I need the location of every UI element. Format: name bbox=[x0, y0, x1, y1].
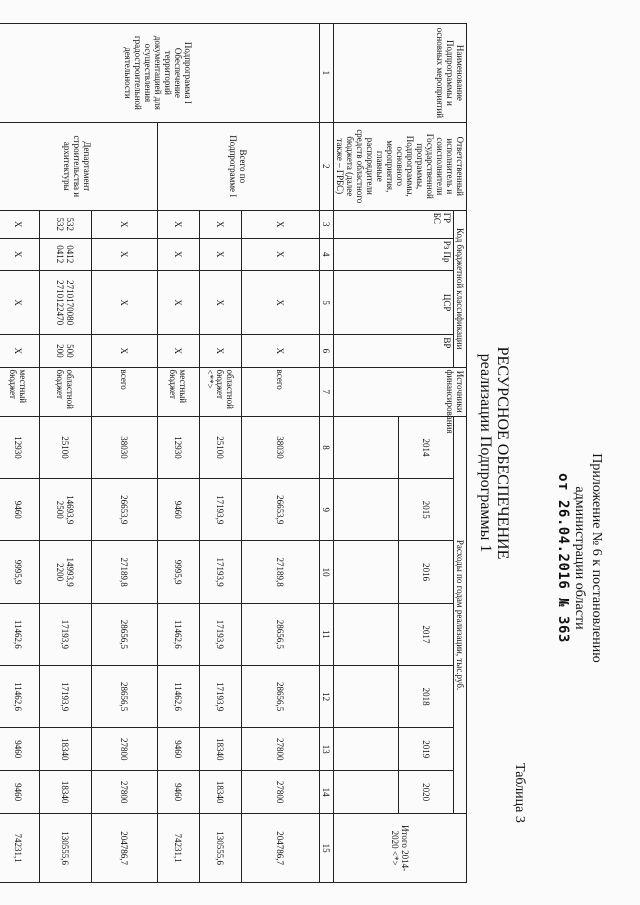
year-value-cell: 25100 bbox=[200, 416, 242, 478]
total-cell: 130555,6 bbox=[200, 814, 242, 883]
grbs-cell: Х bbox=[0, 210, 40, 238]
year-value-cell: 27800 bbox=[92, 728, 158, 771]
year-spacer bbox=[334, 541, 399, 603]
csr-cell: Х bbox=[200, 270, 242, 334]
table-row bbox=[242, 24, 320, 883]
rotated-landscape-sheet bbox=[5, 18, 615, 888]
year-spacer bbox=[334, 771, 399, 814]
year-value-cell: 26653,9 bbox=[242, 479, 320, 541]
responsible-cell: Департамент строительства и архитектуры bbox=[0, 122, 158, 210]
grbs-cell: Х bbox=[158, 210, 200, 238]
col-source-header: Источники финансирования bbox=[334, 367, 467, 416]
rzpr-cell: 0412 0412 bbox=[40, 238, 92, 270]
col-number: 2 bbox=[320, 122, 334, 210]
rzpr-cell: Х bbox=[92, 238, 158, 270]
document-header bbox=[465, 18, 615, 888]
year-value-cell: 9460 bbox=[0, 479, 40, 541]
vr-cell: Х bbox=[0, 335, 40, 367]
year-value-cell: 11462,6 bbox=[0, 665, 40, 727]
col-total-header: Итого 2014-2020 <*> bbox=[334, 814, 467, 883]
grbs-cell: Х bbox=[242, 210, 320, 238]
year-value-cell: 28656,5 bbox=[242, 665, 320, 727]
year-value-cell: 12930 bbox=[0, 416, 40, 478]
col-year-2018: 2018 bbox=[399, 665, 454, 727]
col-number: 12 bbox=[320, 665, 334, 727]
col-number: 5 bbox=[320, 270, 334, 334]
col-number: 1 bbox=[320, 24, 334, 123]
col-number: 10 bbox=[320, 541, 334, 603]
source-cell: местный бюджет bbox=[0, 367, 40, 416]
year-value-cell: 9460 bbox=[158, 771, 200, 814]
csr-cell: 2710170080 2710122470 bbox=[40, 270, 92, 334]
vr-cell: Х bbox=[200, 335, 242, 367]
year-value-cell: 18340 bbox=[200, 771, 242, 814]
col-year-2019: 2019 bbox=[399, 728, 454, 771]
title-line-1: РЕСУРСНОЕ ОБЕСПЕЧЕНИЕ bbox=[494, 346, 511, 560]
header-row-1 bbox=[454, 24, 467, 883]
year-spacer bbox=[334, 728, 399, 771]
document-title bbox=[477, 18, 511, 888]
source-cell: местный бюджет bbox=[158, 367, 200, 416]
year-value-cell: 11462,6 bbox=[0, 603, 40, 665]
col-number: 3 bbox=[320, 210, 334, 238]
year-value-cell: 17193,9 bbox=[200, 479, 242, 541]
year-value-cell: 17193,9 bbox=[40, 603, 92, 665]
year-value-cell: 11462,6 bbox=[158, 603, 200, 665]
col-responsible-header: Ответственный исполнитель и соисполнители Государственной программы, Подпрограммы, основного мероприятия, главные распорядители средств областного бюджета (далее также – ГРБС) bbox=[334, 122, 467, 210]
table-body bbox=[0, 24, 320, 883]
subprogram-name-cell: Подпрограмма I Обеспечение территорий документацией для осуществления градостроительной деятельности bbox=[0, 24, 320, 123]
rzpr-cell: Х bbox=[200, 238, 242, 270]
grbs-cell: Х bbox=[200, 210, 242, 238]
year-value-cell: 17193,9 bbox=[200, 603, 242, 665]
source-cell: областной бюджет bbox=[40, 367, 92, 416]
csr-cell: Х bbox=[158, 270, 200, 334]
vr-cell: Х bbox=[92, 335, 158, 367]
source-cell: всего bbox=[92, 367, 158, 416]
appendix-line-1: Приложение № 6 к постановлению bbox=[589, 453, 604, 663]
year-value-cell: 9460 bbox=[158, 728, 200, 771]
responsible-cell: Всего по Подпрограмме I bbox=[158, 122, 320, 210]
year-value-cell: 38030 bbox=[92, 416, 158, 478]
year-spacer bbox=[334, 665, 399, 727]
year-value-cell: 14993,9 2200 bbox=[40, 541, 92, 603]
resource-table bbox=[0, 23, 467, 883]
vr-cell: Х bbox=[242, 335, 320, 367]
year-value-cell: 27189,8 bbox=[242, 541, 320, 603]
rzpr-cell: Х bbox=[158, 238, 200, 270]
title-line-2: реализации Подпрограммы 1 bbox=[477, 353, 494, 553]
year-value-cell: 26653,9 bbox=[92, 479, 158, 541]
year-value-cell: 9460 bbox=[158, 479, 200, 541]
col-number: 11 bbox=[320, 603, 334, 665]
col-number: 15 bbox=[320, 814, 334, 883]
table-number: Таблица 3 bbox=[512, 763, 527, 823]
total-cell: 74231,1 bbox=[158, 814, 200, 883]
csr-cell: Х bbox=[92, 270, 158, 334]
year-value-cell: 28656,5 bbox=[92, 603, 158, 665]
col-rzpr-header: Рз Пр bbox=[334, 238, 454, 270]
source-cell: областной бюджет <**> bbox=[200, 367, 242, 416]
source-cell: всего bbox=[242, 367, 320, 416]
year-value-cell: 9995,9 bbox=[158, 541, 200, 603]
rzpr-cell: Х bbox=[0, 238, 40, 270]
year-value-cell: 17193,9 bbox=[200, 541, 242, 603]
year-value-cell: 17193,9 bbox=[40, 665, 92, 727]
year-value-cell: 27189,8 bbox=[92, 541, 158, 603]
appendix-block bbox=[554, 348, 605, 768]
rzpr-cell: Х bbox=[242, 238, 320, 270]
col-number: 7 bbox=[320, 367, 334, 416]
appendix-date: от 26.04.2016 № 363 bbox=[555, 473, 571, 643]
year-value-cell: 28656,5 bbox=[242, 603, 320, 665]
col-vr-header: ВР bbox=[334, 335, 454, 367]
col-number: 13 bbox=[320, 728, 334, 771]
year-value-cell: 18340 bbox=[40, 728, 92, 771]
year-value-cell: 18340 bbox=[40, 771, 92, 814]
year-value-cell: 17193,9 bbox=[200, 665, 242, 727]
grbs-cell: 532 532 bbox=[40, 210, 92, 238]
appendix-line-2: администрации области bbox=[572, 486, 587, 630]
csr-cell: Х bbox=[242, 270, 320, 334]
year-value-cell: 14693,9 2500 bbox=[40, 479, 92, 541]
col-name-header: Наименование Подпрограммы и основных мероприятий bbox=[334, 24, 467, 123]
year-value-cell: 9995,9 bbox=[0, 541, 40, 603]
year-value-cell: 27800 bbox=[92, 771, 158, 814]
year-value-cell: 11462,6 bbox=[158, 665, 200, 727]
year-spacer bbox=[334, 603, 399, 665]
col-grbs-header: ГР БС bbox=[334, 210, 454, 238]
year-value-cell: 9460 bbox=[0, 728, 40, 771]
year-value-cell: 27800 bbox=[242, 771, 320, 814]
year-value-cell: 38030 bbox=[242, 416, 320, 478]
col-number: 9 bbox=[320, 479, 334, 541]
year-value-cell: 25100 bbox=[40, 416, 92, 478]
col-year-2014: 2014 bbox=[399, 416, 454, 478]
col-csr-header: ЦСР bbox=[334, 270, 454, 334]
total-cell: 130555,6 bbox=[40, 814, 92, 883]
year-value-cell: 9460 bbox=[0, 771, 40, 814]
col-expenses-header: Расходы по годам реализации, тыс.руб. bbox=[454, 416, 467, 813]
year-spacer bbox=[334, 416, 399, 478]
year-value-cell: 28656,5 bbox=[92, 665, 158, 727]
col-number: 4 bbox=[320, 238, 334, 270]
year-spacer bbox=[334, 479, 399, 541]
total-cell: 204786,7 bbox=[242, 814, 320, 883]
col-number: 6 bbox=[320, 335, 334, 367]
grbs-cell: Х bbox=[92, 210, 158, 238]
csr-cell: Х bbox=[0, 270, 40, 334]
vr-cell: Х bbox=[158, 335, 200, 367]
col-year-2016: 2016 bbox=[399, 541, 454, 603]
vr-cell: 500 200 bbox=[40, 335, 92, 367]
table-row bbox=[92, 24, 158, 883]
year-value-cell: 27800 bbox=[242, 728, 320, 771]
col-year-2015: 2015 bbox=[399, 479, 454, 541]
col-number: 8 bbox=[320, 416, 334, 478]
year-value-cell: 18340 bbox=[200, 728, 242, 771]
total-cell: 74231,1 bbox=[0, 814, 40, 883]
col-number: 14 bbox=[320, 771, 334, 814]
column-numbers-row bbox=[320, 24, 334, 883]
year-value-cell: 12930 bbox=[158, 416, 200, 478]
col-year-2020: 2020 bbox=[399, 771, 454, 814]
col-year-2017: 2017 bbox=[399, 603, 454, 665]
col-budget-code-header: Код бюджетной классификации bbox=[454, 210, 467, 367]
total-cell: 204786,7 bbox=[92, 814, 158, 883]
